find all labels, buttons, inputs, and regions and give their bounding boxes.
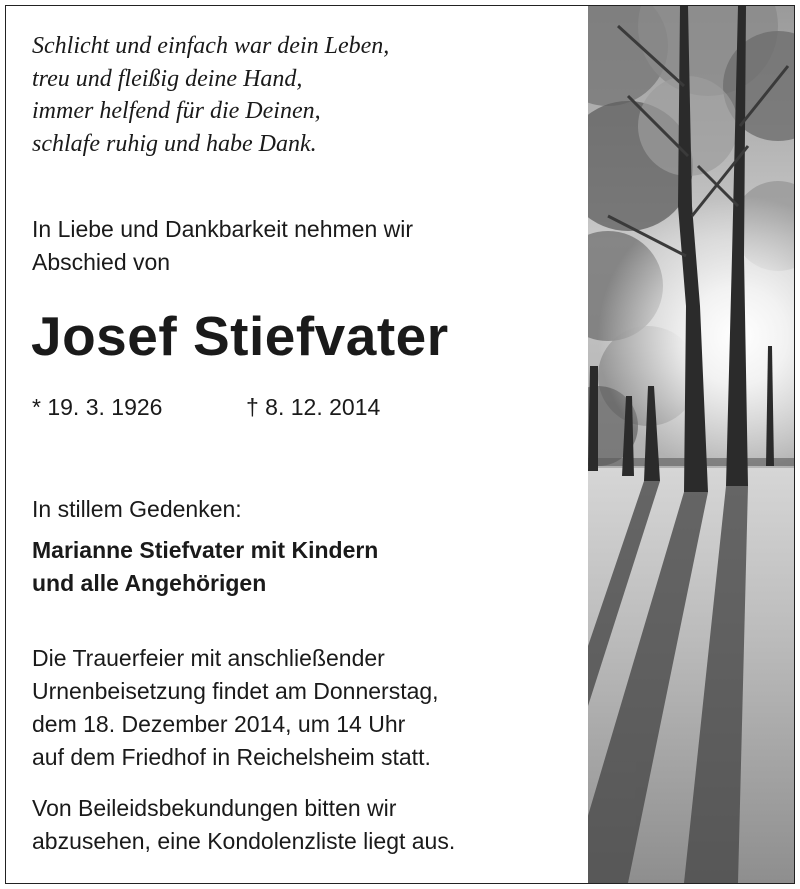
life-dates [32,391,380,424]
ceremony-info [32,642,439,774]
photo-svg [588,6,795,883]
intro-line: Abschied von [32,249,171,275]
obituary-frame [5,5,795,884]
park-trees-sunlight-photo [588,6,795,883]
mourners-list [32,534,378,600]
ceremony-line: dem 18. Dezember 2014, um 14 Uhr [32,711,406,737]
intro-line: In Liebe und Dankbarkeit nehmen wir [32,216,414,242]
memorial-poem [32,30,389,160]
ceremony-line: Urnenbeisetzung findet am Donnerstag, [32,678,439,704]
poem-line: treu und fleißig deine Hand, [32,65,303,92]
mourner-line: und alle Angehörigen [32,570,267,596]
condolence-note [32,792,455,858]
text-column [6,6,588,883]
mourners-heading: In stillem Gedenken: [32,496,242,522]
ceremony-line: Die Trauerfeier mit anschließender [32,645,385,671]
deceased-name: Josef Stiefvater [31,305,449,367]
condolence-line: Von Beileidsbekundungen bitten wir [32,795,397,821]
mourner-line: Marianne Stiefvater mit Kindern [32,537,379,563]
condolence-line: abzusehen, eine Kondolenzliste liegt aus. [32,828,456,854]
poem-line: Schlicht und einfach war dein Leben, [32,33,390,59]
death-date: † 8. 12. 2014 [246,394,381,420]
birth-date: * 19. 3. 1926 [32,394,163,420]
ceremony-line: auf dem Friedhof in Reichelsheim statt. [32,744,431,770]
poem-line: schlafe ruhig und habe Dank. [32,130,317,157]
intro-text [32,213,413,279]
poem-line: immer helfend für die Deinen, [32,98,321,124]
